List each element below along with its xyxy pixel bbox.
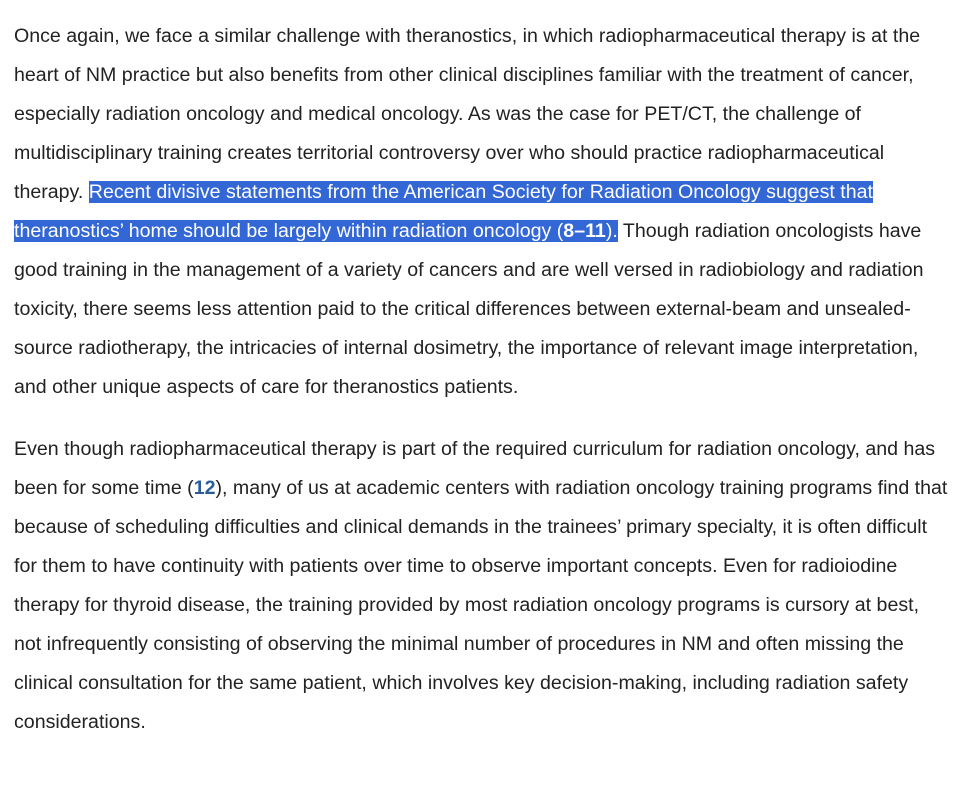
- paragraph-text-after-ref: ), many of us at academic centers with radiation oncology training programs find that because of scheduling difficulties and clinical demands in the trainees’ primary specialty, it is often difficult for them to have continuity with patients over time to observe important concepts. Even for radioiodine therapy for thyroid disease, the training provided by most radiation oncology programs is cursory at best, not infrequently consisting of observing the minimal number of procedures in NM and often missing the clinical consultation for the same patient, which involves key decision-making, including radiation safety considerations.: [14, 477, 948, 733]
- selected-text-close: ).: [605, 220, 618, 242]
- paragraph-text-after-selection: Though radiation oncologists have good training in the management of a variety of cancers and are well versed in radiobiology and radiation toxicity, there seems less attention paid to the critical differences between external-beam and unsealed-source radiotherapy, the intricacies of internal dosimetry, the importance of relevant image interpretation, and other unique aspects of care for theranostics patients.: [14, 220, 924, 398]
- paragraph-training-curriculum: [14, 430, 949, 742]
- article-body: [14, 17, 949, 742]
- paragraph-theranostics-challenge: [14, 17, 949, 407]
- selected-text: Recent divisive statements from the American Society for Radiation Oncology suggest that theranostics’ home should be largely within radiation oncology (: [14, 181, 873, 242]
- reference-link-12[interactable]: 12: [193, 477, 216, 499]
- paragraph-text-before-selection: Once again, we face a similar challenge with theranostics, in which radiopharmaceutical therapy is at the heart of NM practice but also benefits from other clinical disciplines familiar with the treatment of cancer, especially radiation oncology and medical oncology. As was the case for PET/CT, the challenge of multidisciplinary training creates territorial controversy over who should practice radiopharmaceutical therapy.: [14, 25, 921, 203]
- reference-link-8-11[interactable]: 8–11: [563, 220, 606, 242]
- paragraph-text-before-ref: Even though radiopharmaceutical therapy is part of the required curriculum for radiation oncology, and has been for some time (: [14, 438, 936, 499]
